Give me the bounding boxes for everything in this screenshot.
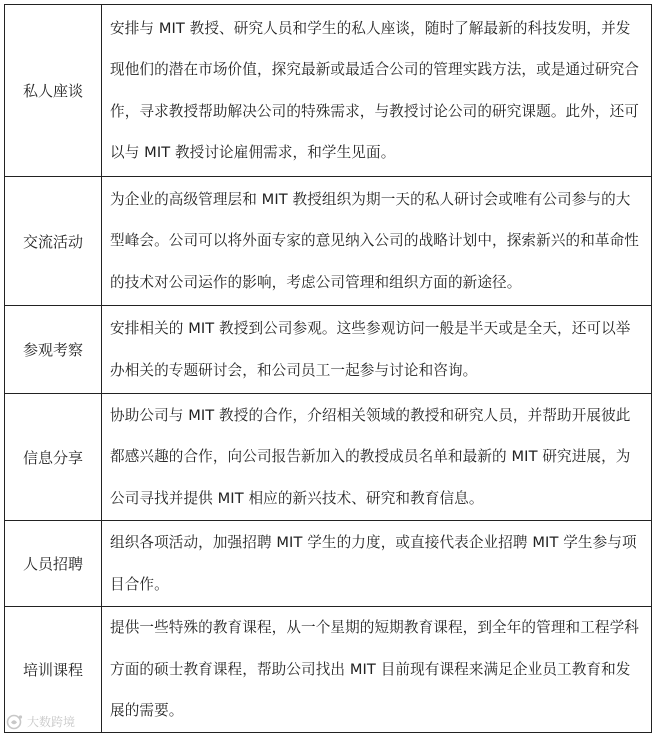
table-row <box>5 521 652 607</box>
watermark <box>6 713 75 730</box>
watermark-logo-icon <box>6 714 24 730</box>
table-row <box>5 5 652 177</box>
services-table <box>4 4 652 733</box>
table-row <box>5 177 652 306</box>
table-row <box>5 607 652 733</box>
description-cell: 协助公司与 MIT 教授的合作，介绍相关领域的教授和研究人员，并帮助开展彼此都感兴趣的合作，向公司报告新加入的教授成员名单和最新的 MIT 研究进展，为公司寻找并提供 MIT 相应的新兴技术、研究和教育信息。 <box>102 394 652 521</box>
category-cell: 私人座谈 <box>5 5 102 177</box>
category-cell: 人员招聘 <box>5 521 102 607</box>
table-row <box>5 306 652 394</box>
category-cell: 培训课程 <box>5 607 102 733</box>
category-cell: 信息分享 <box>5 394 102 521</box>
watermark-text: 大数跨境 <box>27 715 76 729</box>
description-cell: 组织各项活动，加强招聘 MIT 学生的力度，或直接代表企业招聘 MIT 学生参与项目合作。 <box>102 521 652 607</box>
table-row <box>5 394 652 521</box>
description-cell: 安排与 MIT 教授、研究人员和学生的私人座谈，随时了解最新的科技发明，并发现他们的潜在市场价值，探究最新或最适合公司的管理实践方法，或是通过研究合作，寻求教授帮助解决公司的特殊需求，与教授讨论公司的研究课题。此外，还可以与 MIT 教授讨论雇佣需求，和学生见面。 <box>102 5 652 177</box>
description-cell: 为企业的高级管理层和 MIT 教授组织为期一天的私人研讨会或唯有公司参与的大型峰会。公司可以将外面专家的意见纳入公司的战略计划中，探索新兴的和革命性的技术对公司运作的影响，考虑公司管理和组织方面的新途径。 <box>102 177 652 306</box>
description-cell: 安排相关的 MIT 教授到公司参观。这些参观访问一般是半天或是全天，还可以举办相关的专题研讨会，和公司员工一起参与讨论和咨询。 <box>102 306 652 394</box>
category-cell: 参观考察 <box>5 306 102 394</box>
category-cell: 交流活动 <box>5 177 102 306</box>
description-cell: 提供一些特殊的教育课程，从一个星期的短期教育课程，到全年的管理和工程学科方面的硕士教育课程，帮助公司找出 MIT 目前现有课程来满足企业员工教育和发展的需要。 <box>102 607 652 733</box>
